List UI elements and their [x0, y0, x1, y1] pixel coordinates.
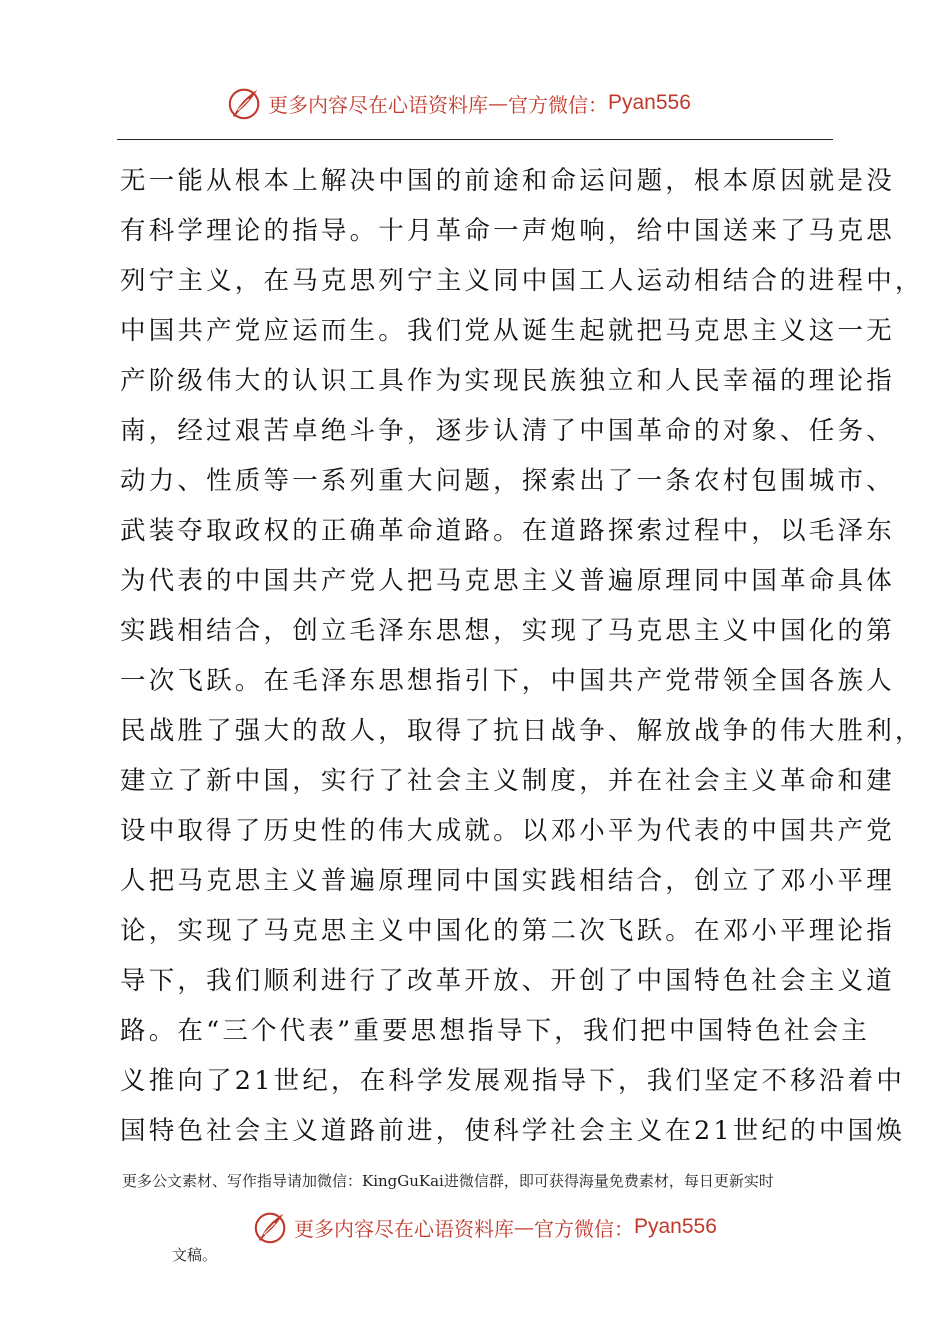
quill-circle-icon — [252, 1208, 290, 1246]
text-line: 中国共产党应运而生。我们党从诞生起就把马克思主义这一无 — [120, 316, 895, 346]
text-line: 建立了新中国，实行了社会主义制度，并在社会主义革命和建 — [120, 766, 895, 796]
text-line: 一次飞跃。在毛泽东思想指引下，中国共产党带领全国各族人 — [120, 666, 895, 696]
logo-wechat-id: Pyan556 — [608, 91, 691, 114]
text-line: 设中取得了历史性的伟大成就。以邓小平为代表的中国共产党 — [120, 816, 895, 846]
logo-title: 更多内容尽在心语资料库 — [294, 1216, 514, 1241]
header-logo — [226, 84, 691, 122]
logo-wechat-id: Pyan556 — [634, 1215, 717, 1238]
logo-separator: — — [514, 1215, 534, 1239]
document-body — [120, 156, 924, 1156]
text-line: 国特色社会主义道路前进，使科学社会主义在21世纪的中国焕 — [120, 1116, 906, 1146]
text-line: 列宁主义，在马克思列宁主义同中国工人运动相结合的进程中， — [120, 266, 924, 296]
text-line: 人把马克思主义普遍原理同中国实践相结合，创立了邓小平理 — [120, 866, 895, 896]
text-line: 路。在“三个代表”重要思想指导下，我们把中国特色社会主 — [120, 1016, 870, 1046]
text-line: 武装夺取政权的正确革命道路。在道路探索过程中，以毛泽东 — [120, 516, 895, 546]
logo-title: 更多内容尽在心语资料库 — [268, 92, 488, 117]
text-line: 无一能从根本上解决中国的前途和命运问题，根本原因就是没 — [120, 166, 895, 196]
logo-separator: — — [488, 91, 508, 115]
quill-circle-icon — [226, 84, 264, 122]
logo-subtitle: 官方微信： — [508, 92, 608, 117]
footer-note-continued: 文稿。 — [172, 1246, 218, 1264]
text-line: 产阶级伟大的认识工具作为实现民族独立和人民幸福的理论指 — [120, 366, 895, 396]
footer-logo — [252, 1208, 717, 1246]
header-divider — [117, 139, 833, 140]
text-line: 义推向了21世纪，在科学发展观指导下，我们坚定不移沿着中 — [120, 1066, 906, 1096]
logo-subtitle: 官方微信： — [534, 1216, 634, 1241]
text-line: 民战胜了强大的敌人，取得了抗日战争、解放战争的伟大胜利， — [120, 716, 924, 746]
text-line: 导下，我们顺利进行了改革开放、开创了中国特色社会主义道 — [120, 966, 895, 996]
text-line: 实践相结合，创立毛泽东思想，实现了马克思主义中国化的第 — [120, 616, 895, 646]
text-line: 南，经过艰苦卓绝斗争，逐步认清了中国革命的对象、任务、 — [120, 416, 895, 446]
text-line: 为代表的中国共产党人把马克思主义普遍原理同中国革命具体 — [120, 566, 895, 596]
text-line: 动力、性质等一系列重大问题，探索出了一条农村包围城市、 — [120, 466, 895, 496]
header — [0, 82, 950, 128]
text-line: 论，实现了马克思主义中国化的第二次飞跃。在邓小平理论指 — [120, 916, 895, 946]
footer-note: 更多公文素材、写作指导请加微信：KingGuKai进微信群，即可获得海量免费素材，每日更新实时 — [122, 1172, 774, 1190]
text-line: 有科学理论的指导。十月革命一声炮响，给中国送来了马克思 — [120, 216, 895, 246]
